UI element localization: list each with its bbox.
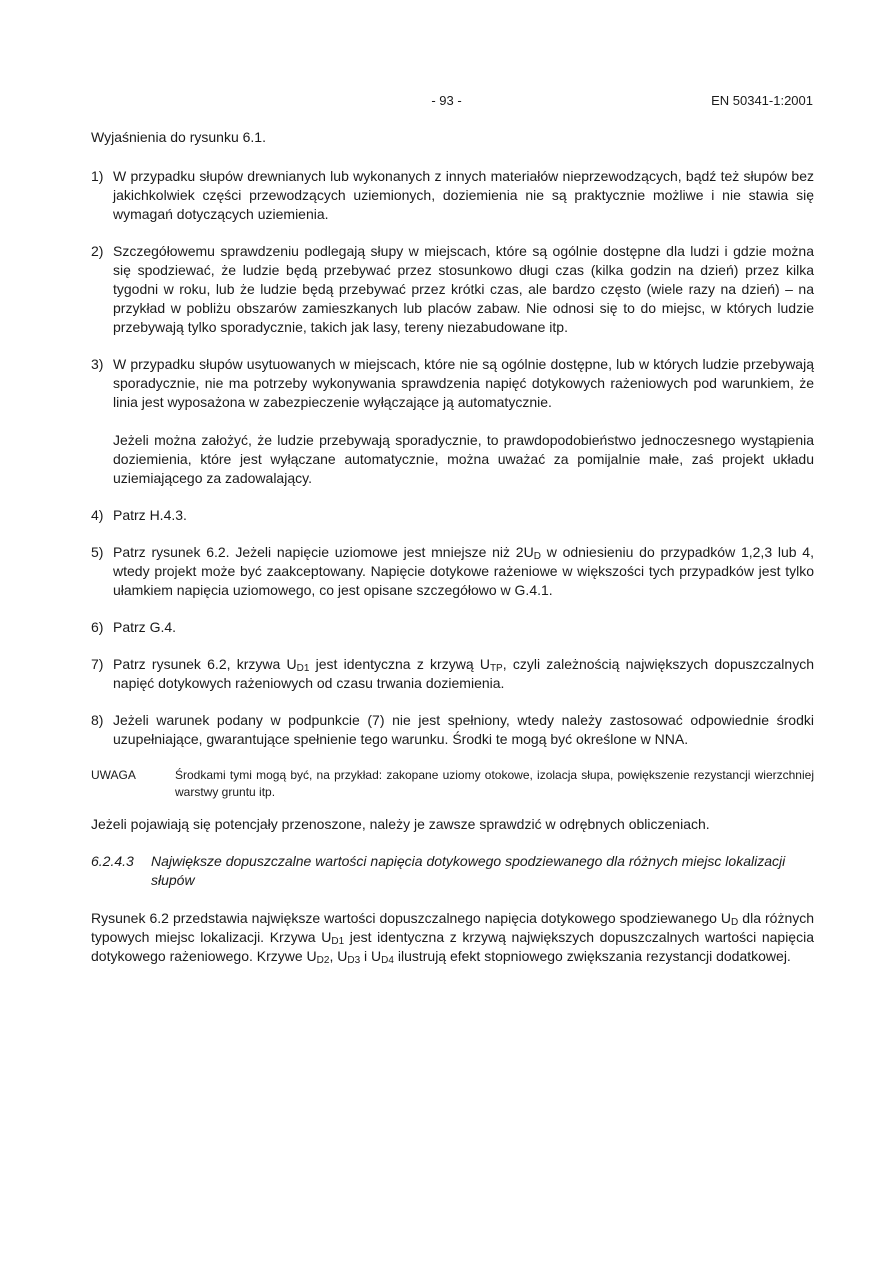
item-number: 3): [91, 356, 104, 372]
list-item: [91, 355, 814, 488]
text-run: , czyli zależnością największych dopuszczalnych napięć dotykowych rażeniowych od czasu trwania doziemienia.: [113, 656, 814, 691]
text-run: dla różnych typowych miejsc lokalizacji. Krzywa U: [91, 910, 815, 945]
paragraph: [91, 909, 814, 966]
subscript: D4: [381, 955, 394, 966]
item-text: Jeżeli warunek podany w podpunkcie (7) nie jest spełniony, wtedy należy zastosować odpowiednie środki uzupełniające, gwarantujące spełnienie tego warunku. Środki te mogą być określone w NNA.: [113, 712, 814, 747]
item-text: W przypadku słupów drewnianych lub wykonanych z innych materiałów nieprzewodzących, bądź też słupów bez jakichkolwiek części przewodzących uziemionych, doziemienia nie są praktycznie możliwe i nie stawia się wymagań dotyczących uziemienia.: [113, 168, 814, 222]
intro-heading: Wyjaśnienia do rysunku 6.1.: [91, 129, 266, 145]
subscript: D2: [316, 955, 330, 966]
subscript: D3: [347, 955, 361, 966]
item-text: Patrz G.4.: [113, 619, 177, 635]
text-run: w odniesieniu do przypadków 1,2,3 lub 4, wtedy projekt może być zaakceptowany. Napięcie dotykowe rażeniowe w większości tych przypadków jest tylko ułamkiem napięcia uziomowego, co jest opisane szczegółowo w G.4.1.: [113, 544, 814, 598]
item-text: [113, 543, 814, 600]
item-number: 5): [91, 544, 104, 560]
text-run: Patrz rysunek 6.2. Jeżeli napięcie uziomowe jest mniejsze niż 2U: [113, 544, 534, 560]
subscript: D: [731, 917, 739, 928]
list-item: [91, 167, 814, 224]
list-item: [91, 506, 814, 525]
item-number: 6): [91, 619, 104, 635]
section-heading: [91, 852, 814, 890]
subscript: D1: [331, 936, 345, 947]
text-run: , U: [329, 948, 348, 964]
item-text: [113, 655, 814, 693]
text-run: jest identyczna z krzywą największych dopuszczalnych wartości napięcia dotykowego rażeniowego. Krzywe U: [91, 929, 814, 964]
list-item: [91, 242, 814, 337]
item-text: W przypadku słupów usytuowanych w miejscach, które nie są ogólnie dostępne, lub w których ludzie przebywają sporadycznie, nie ma potrzeby wykonywania sprawdzenia napięć dotykowych rażeniowych pod warunkiem, że linia jest wyposażona w zabezpieczenie wyłączające ją automatycznie.: [113, 356, 814, 410]
list-item: [91, 655, 814, 693]
note-label: UWAGA: [91, 768, 136, 782]
list-item: [91, 543, 814, 600]
text-run: i U: [360, 948, 382, 964]
section-title: Największe dopuszczalne wartości napięcia dotykowego spodziewanego dla różnych miejsc lokalizacji słupów: [151, 853, 786, 888]
item-text: Szczegółowemu sprawdzeniu podlegają słupy w miejscach, które są ogólnie dostępne dla ludzi i gdzie można się spodziewać, że ludzie będą przebywać przez stosunkowo długi czas (kilka godzin na dzień) przez kilka tygodni w roku, lub że ludzie będą przebywać przez krótki czas, ale bardzo często (wiele razy na dzień) – na przykład w pobliżu obszarów zamieszkanych lub placów zabaw. Nie odnosi się to do miejsc, w których ludzie przebywają tylko sporadycznie, takich jak lasy, tereny niezabudowane itp.: [113, 243, 814, 335]
page-number: - 93 -: [431, 93, 462, 108]
list-item: [91, 711, 814, 749]
subscript: D1: [296, 663, 310, 674]
subscript: D: [533, 551, 541, 562]
item-number: 2): [91, 243, 104, 259]
item-number: 8): [91, 712, 104, 728]
item-text: Patrz H.4.3.: [113, 507, 187, 523]
text-run: Patrz rysunek 6.2, krzywa U: [113, 656, 297, 672]
text-run: ilustrują efekt stopniowego zwiększania rezystancji dodatkowej.: [393, 948, 791, 964]
paragraph: Jeżeli pojawiają się potencjały przenoszone, należy je zawsze sprawdzić w odrębnych obliczeniach.: [91, 816, 710, 832]
note-text: Środkami tymi mogą być, na przykład: zakopane uziomy otokowe, izolacja słupa, powiększenie rezystancji wierzchniej warstwy gruntu itp.: [175, 768, 814, 799]
page-content: [91, 128, 814, 984]
document-id: EN 50341-1:2001: [711, 93, 813, 108]
list-item: [91, 618, 814, 637]
subscript: TP: [489, 663, 503, 674]
item-number: 4): [91, 507, 104, 523]
item-body: [113, 355, 814, 488]
note-block: [91, 767, 814, 801]
text-run: jest identyczna z krzywą U: [309, 656, 490, 672]
text-run: Rysunek 6.2 przedstawia największe wartości dopuszczalnego napięcia dotykowego spodziewanego U: [91, 910, 732, 926]
section-number: 6.2.4.3: [91, 853, 134, 869]
item-subparagraph: Jeżeli można założyć, że ludzie przebywają sporadycznie, to prawdopodobieństwo jednoczesnego wystąpienia doziemienia, które jest wyłączane automatycznie, można uważać za pomijalnie małe, zaś projekt układu uziemiającego za zadowalający.: [113, 432, 814, 486]
item-number: 7): [91, 656, 104, 672]
item-number: 1): [91, 168, 104, 184]
